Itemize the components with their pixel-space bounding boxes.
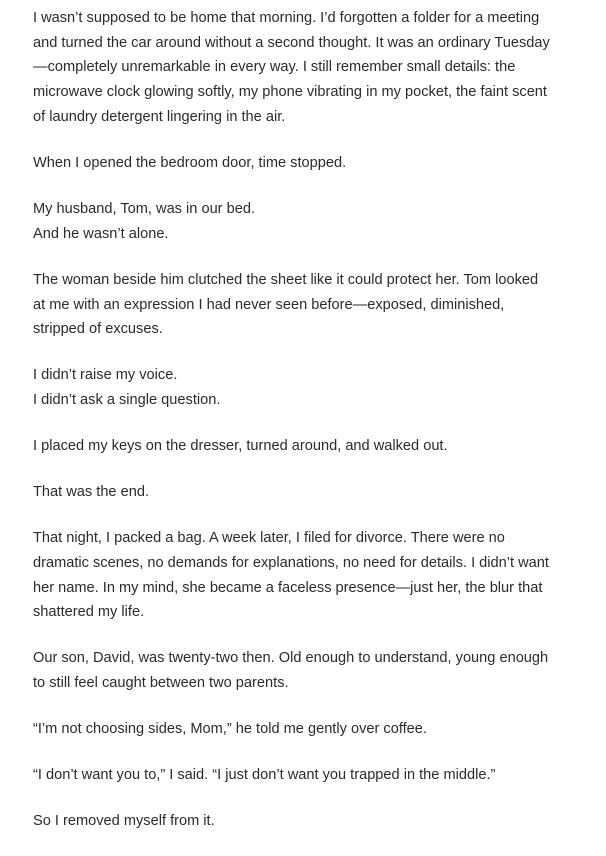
text-line: dramatic scenes, no demands for explanations, no need for details. I didn’t want: [33, 554, 549, 571]
text-line: microwave clock glowing softly, my phone vibrating in my pocket, the faint scent: [33, 84, 547, 101]
paragraph: [33, 434, 578, 459]
text-line: of laundry detergent lingering in the air.: [33, 108, 286, 125]
text-line: I didn’t raise my voice.: [33, 367, 178, 384]
text-line: shattered my life.: [33, 604, 145, 621]
text-line: I wasn’t supposed to be home that morning. I’d forgotten a folder for a meeting: [33, 10, 540, 26]
paragraph: [33, 268, 578, 342]
paragraph: [33, 6, 578, 130]
paragraph: [33, 526, 578, 625]
text-line: So I removed myself from it.: [33, 813, 215, 830]
text-line: And he wasn’t alone.: [33, 225, 169, 242]
paragraph: [33, 197, 578, 246]
paragraph: [33, 646, 578, 695]
text-line: at me with an expression I had never seen before—exposed, diminished,: [33, 296, 505, 313]
text-line: “I don’t want you to,” I said. “I just don’t want you trapped in the middle.”: [33, 767, 496, 784]
paragraph: [33, 363, 578, 412]
text-line: —completely unremarkable in every way. I still remember small details: the: [33, 59, 516, 76]
text-line: stripped of excuses.: [33, 321, 163, 338]
text-line: I didn’t ask a single question.: [33, 392, 221, 408]
text-line: That night, I packed a bag. A week later, I filed for divorce. There were no: [33, 530, 505, 547]
paragraph: [33, 480, 578, 505]
article-body: [33, 6, 578, 856]
text-line: and turned the car around without a second thought. It was an ordinary Tuesday: [33, 34, 550, 51]
text-line: I placed my keys on the dresser, turned around, and walked out.: [33, 438, 448, 455]
text-line: My husband, Tom, was in our bed.: [33, 201, 255, 217]
text-line: The woman beside him clutched the sheet like it could protect her. Tom looked: [33, 271, 539, 288]
paragraph: [33, 717, 578, 742]
text-line: “I’m not choosing sides, Mom,” he told me gently over coffee.: [33, 721, 427, 738]
text-line: to still feel caught between two parents.: [33, 675, 289, 692]
paragraph: [33, 151, 578, 176]
text-line: Our son, David, was twenty-two then. Old enough to understand, young enough: [33, 650, 549, 667]
text-line: When I opened the bedroom door, time stopped.: [33, 154, 347, 171]
text-line: That was the end.: [33, 484, 150, 501]
text-line: her name. In my mind, she became a faceless presence—just her, the blur that: [33, 579, 543, 596]
paragraph: [33, 809, 578, 834]
paragraph: [33, 763, 578, 788]
